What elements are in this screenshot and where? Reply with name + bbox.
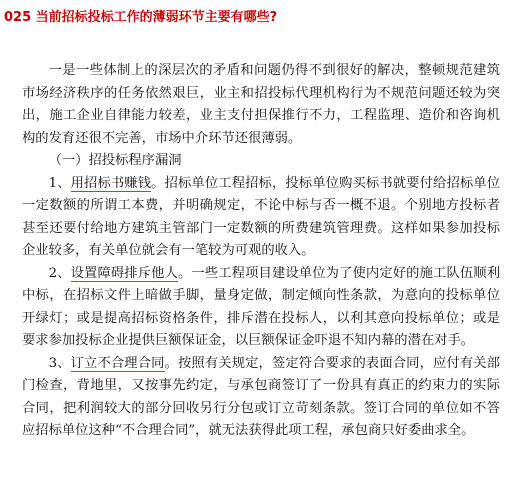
page-title: 025 当前招标投标工作的薄弱环节主要有哪些? — [4, 10, 278, 25]
item-highlight: 用招标书赚钱 — [70, 175, 152, 191]
intro-paragraph: 一是一些体制上的深层次的矛盾和问题仍得不到很好的解决，整顿规范建筑市场经济秩序的任务依然艰巨，业主和招投标代理机构行为不规范问题还较为突出，施工企业自律能力较差，业主支付担保推行不力，工程监理、造价和咨询机构的发育还很不完善，市场中介环节还很薄弱。 — [22, 63, 500, 146]
item-number: 1、 — [48, 175, 71, 191]
item-text: 。按照有关规定，签定符合要求的表面合同，应付有关部门检查，背地里，又按事先约定，与承包商签订了一份具有真正的约束力的实际合同，把利润较大的部分回收另行分包或订立苛刻条款。签订合同的单位如不答应招标单位这种“不合理合同”，就无法获得此项工程，承包商只好委曲求全。 — [22, 355, 501, 438]
section-heading: （一）招投标程序漏洞 — [48, 153, 182, 168]
document-body — [22, 60, 500, 443]
item-highlight: 订立不合理合同 — [70, 355, 165, 371]
item-number: 2、 — [48, 265, 71, 281]
list-item — [22, 353, 500, 443]
item-text: 。招标单位工程招标，投标单位购买标书就要付给招标单位一定数额的所谓工本费，并明确规定，不论中标与否一概不退。个别地方投标者甚至还要付给地方建筑主管部门一定数额的所费建筑管理费。这样如果参加投标企业较多，有关单位就会有一笔较为可观的收入。 — [22, 175, 501, 258]
item-highlight: 设置障碍排斥他人 — [70, 265, 178, 281]
list-item — [22, 173, 500, 263]
item-number: 3、 — [48, 355, 71, 371]
list-item — [22, 263, 500, 353]
item-text: 。一些工程项目建设单位为了使内定好的施工队伍顺利中标，在招标文件上暗做手脚，量身定做，制定倾向性条款，为意向的投标单位开绿灯；或是提高招标资格条件，排斥潜在投标人，以利其意向投标单位；或是要求参加投标企业提供巨额保证金，以巨额保证金吓退不知内幕的潜在对手。 — [22, 265, 501, 348]
